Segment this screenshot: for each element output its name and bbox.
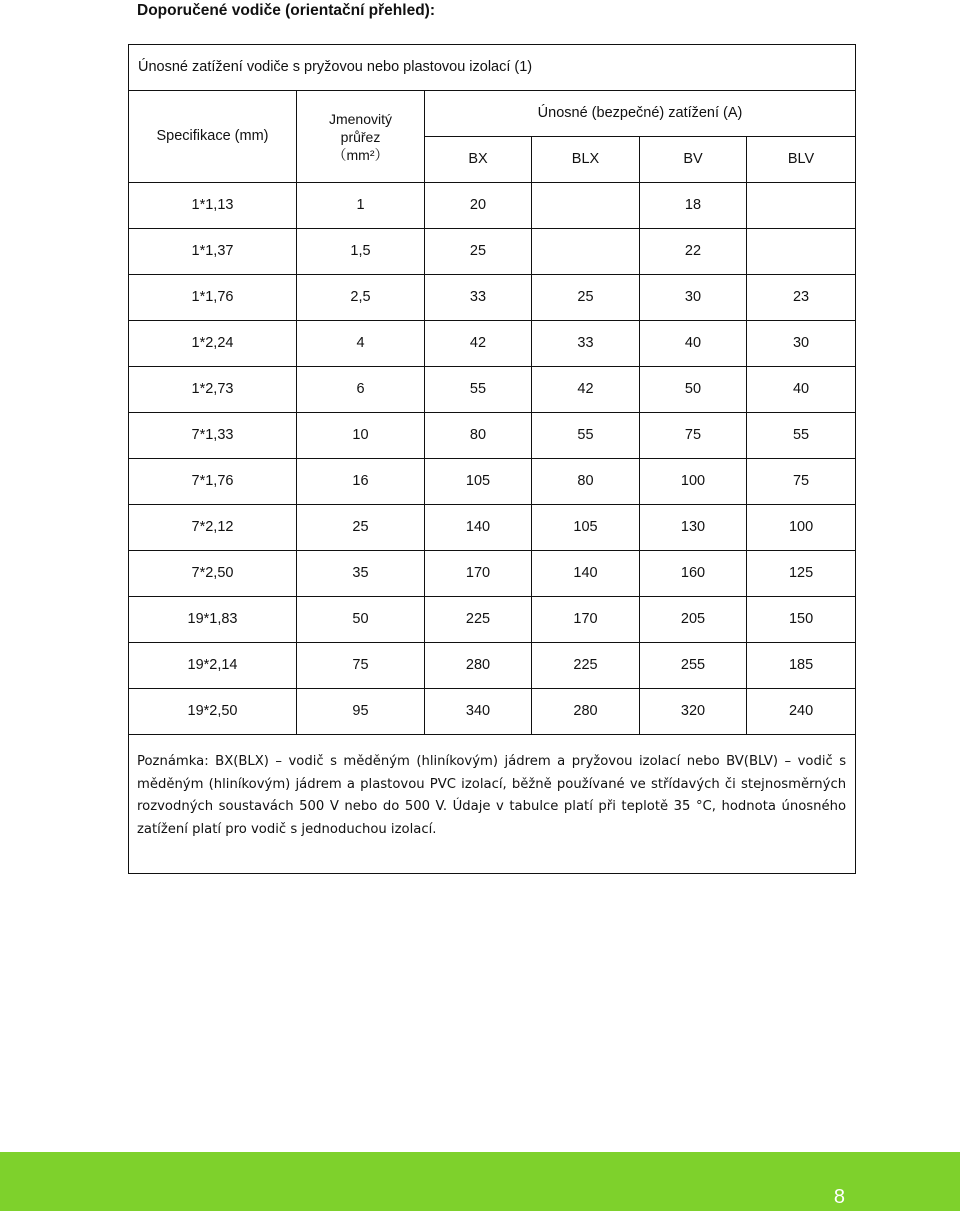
header-bv: BV: [640, 137, 747, 183]
table-row: [129, 413, 856, 459]
cell-bx: 340: [425, 689, 532, 735]
cell-cross-section: 1,5: [297, 229, 425, 275]
cell-bx: 20: [425, 183, 532, 229]
cell-bx: 170: [425, 551, 532, 597]
cell-blv: [747, 229, 856, 275]
cell-bx: 42: [425, 321, 532, 367]
table-row: [129, 367, 856, 413]
cell-cross-section: 25: [297, 505, 425, 551]
header-bx: BX: [425, 137, 532, 183]
cell-blv: 185: [747, 643, 856, 689]
cell-bx: 105: [425, 459, 532, 505]
cell-bx: 25: [425, 229, 532, 275]
cell-spec: 7*1,33: [129, 413, 297, 459]
cell-bv: 130: [640, 505, 747, 551]
table-row: [129, 321, 856, 367]
cell-blx: 280: [532, 689, 640, 735]
cell-spec: 19*1,83: [129, 597, 297, 643]
cell-blv: 55: [747, 413, 856, 459]
cell-bv: 18: [640, 183, 747, 229]
table-row: [129, 597, 856, 643]
cell-blv: [747, 183, 856, 229]
table-note: Poznámka: BX(BLX) – vodič s měděným (hliníkovým) jádrem a pryžovou izolací nebo BV(BLV) – vodič s měděným (hliníkovým) jádrem a plastovou PVC izolací, běžně používané ve střídavých či stejnosměrných rozvodných soustavách 500 V nebo do 500 V. Údaje v tabulce platí při teplotě 35 °C, hodnota únosného zatížení platí pro vodič s jednoduchou izolací.: [129, 735, 856, 874]
header-load-capacity: Únosné (bezpečné) zatížení (A): [425, 91, 856, 137]
cell-bv: 50: [640, 367, 747, 413]
cell-blv: 150: [747, 597, 856, 643]
table-caption: Únosné zatížení vodiče s pryžovou nebo plastovou izolací (1): [129, 45, 856, 91]
note-row: [129, 735, 856, 874]
cell-cross-section: 35: [297, 551, 425, 597]
table-row: [129, 689, 856, 735]
cell-blx: 225: [532, 643, 640, 689]
cell-spec: 1*2,24: [129, 321, 297, 367]
cell-blv: 40: [747, 367, 856, 413]
header-cross-section: [297, 91, 425, 183]
cell-bv: 40: [640, 321, 747, 367]
cell-spec: 7*2,12: [129, 505, 297, 551]
cell-blx: 140: [532, 551, 640, 597]
cell-blx: 170: [532, 597, 640, 643]
cell-blv: 100: [747, 505, 856, 551]
cell-cross-section: 10: [297, 413, 425, 459]
header-row: [129, 91, 856, 137]
cell-bx: 140: [425, 505, 532, 551]
page-number: 8: [833, 1186, 845, 1208]
cell-blx: [532, 183, 640, 229]
cell-bx: 33: [425, 275, 532, 321]
cell-blv: 30: [747, 321, 856, 367]
cell-cross-section: 6: [297, 367, 425, 413]
cell-spec: 1*2,73: [129, 367, 297, 413]
cell-bv: 30: [640, 275, 747, 321]
cell-bv: 75: [640, 413, 747, 459]
table-row: [129, 229, 856, 275]
header-specification: Specifikace (mm): [129, 91, 297, 183]
cell-blv: 125: [747, 551, 856, 597]
cell-spec: 19*2,50: [129, 689, 297, 735]
table-row: [129, 505, 856, 551]
cell-spec: 1*1,13: [129, 183, 297, 229]
table-body: [129, 45, 856, 874]
cell-blv: 75: [747, 459, 856, 505]
cell-cross-section: 95: [297, 689, 425, 735]
cell-spec: 19*2,14: [129, 643, 297, 689]
table-row: [129, 643, 856, 689]
cell-cross-section: 4: [297, 321, 425, 367]
cell-blx: 25: [532, 275, 640, 321]
cell-bv: 205: [640, 597, 747, 643]
cell-blx: 33: [532, 321, 640, 367]
table-row: [129, 551, 856, 597]
cell-cross-section: 50: [297, 597, 425, 643]
cell-blx: 80: [532, 459, 640, 505]
cell-cross-section: 1: [297, 183, 425, 229]
cell-blx: [532, 229, 640, 275]
header-cross-section-line2: průřez: [340, 128, 381, 145]
cell-cross-section: 2,5: [297, 275, 425, 321]
cell-bx: 225: [425, 597, 532, 643]
cell-bx: 55: [425, 367, 532, 413]
header-blv: BLV: [747, 137, 856, 183]
caption-row: [129, 45, 856, 91]
table-row: [129, 183, 856, 229]
header-cross-section-unit: （mm²）: [332, 146, 389, 163]
cell-bv: 22: [640, 229, 747, 275]
cell-bv: 100: [640, 459, 747, 505]
footer-bar: [0, 1152, 960, 1211]
cell-spec: 7*2,50: [129, 551, 297, 597]
cell-blv: 23: [747, 275, 856, 321]
conductor-load-table: [128, 44, 856, 874]
cell-spec: 1*1,37: [129, 229, 297, 275]
cell-cross-section: 16: [297, 459, 425, 505]
header-blx: BLX: [532, 137, 640, 183]
table-row: [129, 459, 856, 505]
cell-bv: 255: [640, 643, 747, 689]
cell-bv: 160: [640, 551, 747, 597]
cell-bx: 280: [425, 643, 532, 689]
cell-spec: 7*1,76: [129, 459, 297, 505]
cell-blx: 105: [532, 505, 640, 551]
cell-spec: 1*1,76: [129, 275, 297, 321]
table-row: [129, 275, 856, 321]
cell-blv: 240: [747, 689, 856, 735]
header-cross-section-line1: Jmenovitý: [328, 110, 393, 127]
cell-bv: 320: [640, 689, 747, 735]
cell-bx: 80: [425, 413, 532, 459]
section-heading: Doporučené vodiče (orientační přehled):: [137, 2, 435, 19]
cell-cross-section: 75: [297, 643, 425, 689]
cell-blx: 55: [532, 413, 640, 459]
cell-blx: 42: [532, 367, 640, 413]
